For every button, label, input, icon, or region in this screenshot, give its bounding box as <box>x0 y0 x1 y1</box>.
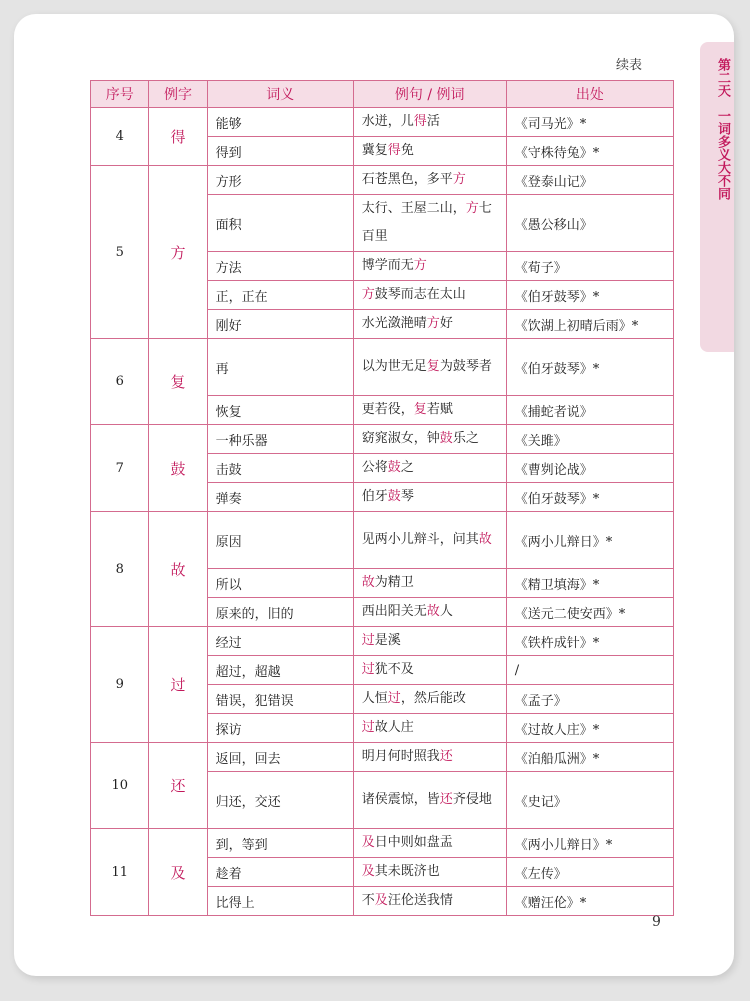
example-sentence-cell <box>353 108 506 137</box>
example-sentence-cell <box>353 339 506 396</box>
source-cell: 《司马光》* <box>506 108 673 137</box>
highlighted-character: 方 <box>452 172 466 187</box>
example-text: 免 <box>400 143 414 158</box>
entry-number: 4 <box>91 108 149 166</box>
continued-label: 续表 <box>616 58 643 73</box>
meaning-cell: 超过，超越 <box>207 656 353 685</box>
entry-number: 5 <box>91 166 149 339</box>
example-character: 鼓 <box>149 425 207 512</box>
example-text: 汪伦送我情 <box>387 893 453 908</box>
example-text: 西出阳关无 <box>361 604 427 619</box>
header-char: 例字 <box>149 81 207 108</box>
example-text: 窈窕淑女，钟 <box>361 431 440 446</box>
example-text: 水迸，儿 <box>361 114 414 129</box>
example-text: 活 <box>426 114 440 129</box>
header-source: 出处 <box>506 81 673 108</box>
highlighted-character: 鼓 <box>439 431 453 446</box>
highlighted-character: 及 <box>374 893 388 908</box>
example-text: 水光潋滟晴 <box>361 316 427 331</box>
entry-number: 8 <box>91 512 149 627</box>
example-text: 太行、王屋二山， <box>361 201 466 216</box>
entry-number: 10 <box>91 743 149 829</box>
highlighted-character: 及 <box>361 835 375 850</box>
meaning-cell: 经过 <box>207 627 353 656</box>
meaning-cell: 刚好 <box>207 310 353 339</box>
table-body <box>91 108 674 916</box>
highlighted-character: 鼓 <box>387 460 401 475</box>
example-character: 故 <box>149 512 207 627</box>
example-sentence-cell <box>353 512 506 569</box>
source-cell: 《曹刿论战》 <box>506 454 673 483</box>
highlighted-character: 方 <box>426 316 440 331</box>
meaning-cell: 面积 <box>207 195 353 252</box>
example-text: 博学而无 <box>361 258 414 273</box>
example-sentence-cell <box>353 627 506 656</box>
example-text: 人 <box>439 604 453 619</box>
example-text: 是溪 <box>374 633 401 648</box>
meaning-cell: 正，正在 <box>207 281 353 310</box>
highlighted-character: 过 <box>387 691 401 706</box>
meaning-cell: 错误，犯错误 <box>207 685 353 714</box>
meaning-cell: 再 <box>207 339 353 396</box>
table-header-row <box>91 81 674 108</box>
highlighted-character: 复 <box>413 402 427 417</box>
meaning-cell: 原来的，旧的 <box>207 598 353 627</box>
source-cell: 《左传》 <box>506 858 673 887</box>
example-sentence-cell <box>353 454 506 483</box>
example-text: 为精卫 <box>374 575 414 590</box>
source-cell: 《过故人庄》* <box>506 714 673 743</box>
meaning-cell: 归还，交还 <box>207 772 353 829</box>
source-cell: 《捕蛇者说》 <box>506 396 673 425</box>
table-row <box>91 166 674 195</box>
highlighted-character: 及 <box>361 864 375 879</box>
meaning-cell: 能够 <box>207 108 353 137</box>
highlighted-character: 还 <box>439 749 453 764</box>
meaning-cell: 得到 <box>207 137 353 166</box>
highlighted-character: 故 <box>361 575 375 590</box>
source-cell: 《史记》 <box>506 772 673 829</box>
source-cell: 《登泰山记》 <box>506 166 673 195</box>
polysemy-table <box>90 80 674 916</box>
example-text: 人恒 <box>361 691 388 706</box>
example-text: 石苍黑色，多平 <box>361 172 453 187</box>
example-text: 明月何时照我 <box>361 749 440 764</box>
meaning-cell: 方法 <box>207 252 353 281</box>
example-sentence-cell <box>353 396 506 425</box>
example-sentence-cell <box>353 425 506 454</box>
table-row <box>91 829 674 858</box>
example-text: 见两小儿辩斗，问其 <box>361 532 479 547</box>
table-row <box>91 425 674 454</box>
highlighted-character: 复 <box>426 359 440 374</box>
meaning-cell: 击鼓 <box>207 454 353 483</box>
example-sentence-cell <box>353 685 506 714</box>
source-cell: 《关雎》 <box>506 425 673 454</box>
example-text: 为鼓琴者 <box>439 359 492 374</box>
example-sentence-cell <box>353 195 506 252</box>
example-sentence-cell <box>353 714 506 743</box>
meaning-cell: 方形 <box>207 166 353 195</box>
entry-number: 6 <box>91 339 149 425</box>
example-text: 其未既济也 <box>374 864 440 879</box>
example-sentence-cell <box>353 310 506 339</box>
book-page <box>14 14 734 976</box>
source-cell: 《伯牙鼓琴》* <box>506 339 673 396</box>
highlighted-character: 还 <box>439 792 453 807</box>
example-sentence-cell <box>353 829 506 858</box>
header-number: 序号 <box>91 81 149 108</box>
source-cell: / <box>506 656 673 685</box>
highlighted-character: 故 <box>426 604 440 619</box>
table-row <box>91 108 674 137</box>
example-text: 不 <box>361 893 375 908</box>
example-text: 诸侯震惊，皆 <box>361 792 440 807</box>
example-text: 伯牙 <box>361 489 388 504</box>
source-cell: 《伯牙鼓琴》* <box>506 281 673 310</box>
source-cell: 《饮湖上初晴后雨》* <box>506 310 673 339</box>
source-cell: 《铁杵成针》* <box>506 627 673 656</box>
example-text: 之 <box>400 460 414 475</box>
example-text: 冀复 <box>361 143 388 158</box>
chapter-topic-label: 一词多义大不同 <box>715 109 730 200</box>
highlighted-character: 方 <box>361 287 375 302</box>
example-character: 得 <box>149 108 207 166</box>
example-sentence-cell <box>353 281 506 310</box>
source-cell: 《泊船瓜洲》* <box>506 743 673 772</box>
example-character: 方 <box>149 166 207 339</box>
example-sentence-cell <box>353 887 506 916</box>
meaning-cell: 探访 <box>207 714 353 743</box>
source-cell: 《两小儿辩日》* <box>506 512 673 569</box>
example-text: 齐侵地 <box>452 792 492 807</box>
highlighted-character: 过 <box>361 633 375 648</box>
example-text: 琴 <box>400 489 414 504</box>
source-cell: 《孟子》 <box>506 685 673 714</box>
example-text: 乐之 <box>452 431 479 446</box>
highlighted-character: 得 <box>387 143 401 158</box>
example-sentence-cell <box>353 772 506 829</box>
meaning-cell: 一种乐器 <box>207 425 353 454</box>
meaning-cell: 趁着 <box>207 858 353 887</box>
example-text: 犹不及 <box>374 662 414 677</box>
source-cell: 《愚公移山》 <box>506 195 673 252</box>
table-row <box>91 339 674 396</box>
chapter-side-tab <box>700 42 734 352</box>
source-cell: 《守株待兔》* <box>506 137 673 166</box>
example-text: 好 <box>439 316 453 331</box>
table-row <box>91 627 674 656</box>
entry-number: 9 <box>91 627 149 743</box>
entry-number: 11 <box>91 829 149 916</box>
source-cell: 《荀子》 <box>506 252 673 281</box>
meaning-cell: 弹奏 <box>207 483 353 512</box>
example-sentence-cell <box>353 858 506 887</box>
meaning-cell: 返回，回去 <box>207 743 353 772</box>
source-cell: 《送元二使安西》* <box>506 598 673 627</box>
source-cell: 《赠汪伦》* <box>506 887 673 916</box>
example-sentence-cell <box>353 137 506 166</box>
header-meaning: 词义 <box>207 81 353 108</box>
example-text: 七百里 <box>361 201 492 244</box>
header-example: 例句 / 例词 <box>353 81 506 108</box>
example-sentence-cell <box>353 252 506 281</box>
highlighted-character: 鼓 <box>387 489 401 504</box>
table-row <box>91 743 674 772</box>
example-text: 以为世无足 <box>361 359 427 374</box>
example-text: 更若役， <box>361 402 414 417</box>
example-text: 故人庄 <box>374 720 414 735</box>
example-sentence-cell <box>353 656 506 685</box>
page-number: 9 <box>652 914 661 930</box>
example-sentence-cell <box>353 166 506 195</box>
example-character: 复 <box>149 339 207 425</box>
example-character: 还 <box>149 743 207 829</box>
table-row <box>91 512 674 569</box>
meaning-cell: 恢复 <box>207 396 353 425</box>
source-cell: 《两小儿辩日》* <box>506 829 673 858</box>
example-text: 日中则如盘盂 <box>374 835 453 850</box>
highlighted-character: 故 <box>478 532 492 547</box>
example-text: 鼓琴而志在太山 <box>374 287 466 302</box>
example-sentence-cell <box>353 598 506 627</box>
source-cell: 《伯牙鼓琴》* <box>506 483 673 512</box>
example-sentence-cell <box>353 569 506 598</box>
example-sentence-cell <box>353 743 506 772</box>
highlighted-character: 得 <box>413 114 427 129</box>
chapter-day-label: 第二天 <box>715 58 730 97</box>
entry-number: 7 <box>91 425 149 512</box>
highlighted-character: 方 <box>465 201 479 216</box>
meaning-cell: 所以 <box>207 569 353 598</box>
example-text: 若赋 <box>426 402 453 417</box>
highlighted-character: 方 <box>413 258 427 273</box>
example-sentence-cell <box>353 483 506 512</box>
example-text: ，然后能改 <box>400 691 466 706</box>
highlighted-character: 过 <box>361 662 375 677</box>
example-character: 过 <box>149 627 207 743</box>
meaning-cell: 到，等到 <box>207 829 353 858</box>
example-character: 及 <box>149 829 207 916</box>
meaning-cell: 原因 <box>207 512 353 569</box>
highlighted-character: 过 <box>361 720 375 735</box>
source-cell: 《精卫填海》* <box>506 569 673 598</box>
meaning-cell: 比得上 <box>207 887 353 916</box>
example-text: 公将 <box>361 460 388 475</box>
